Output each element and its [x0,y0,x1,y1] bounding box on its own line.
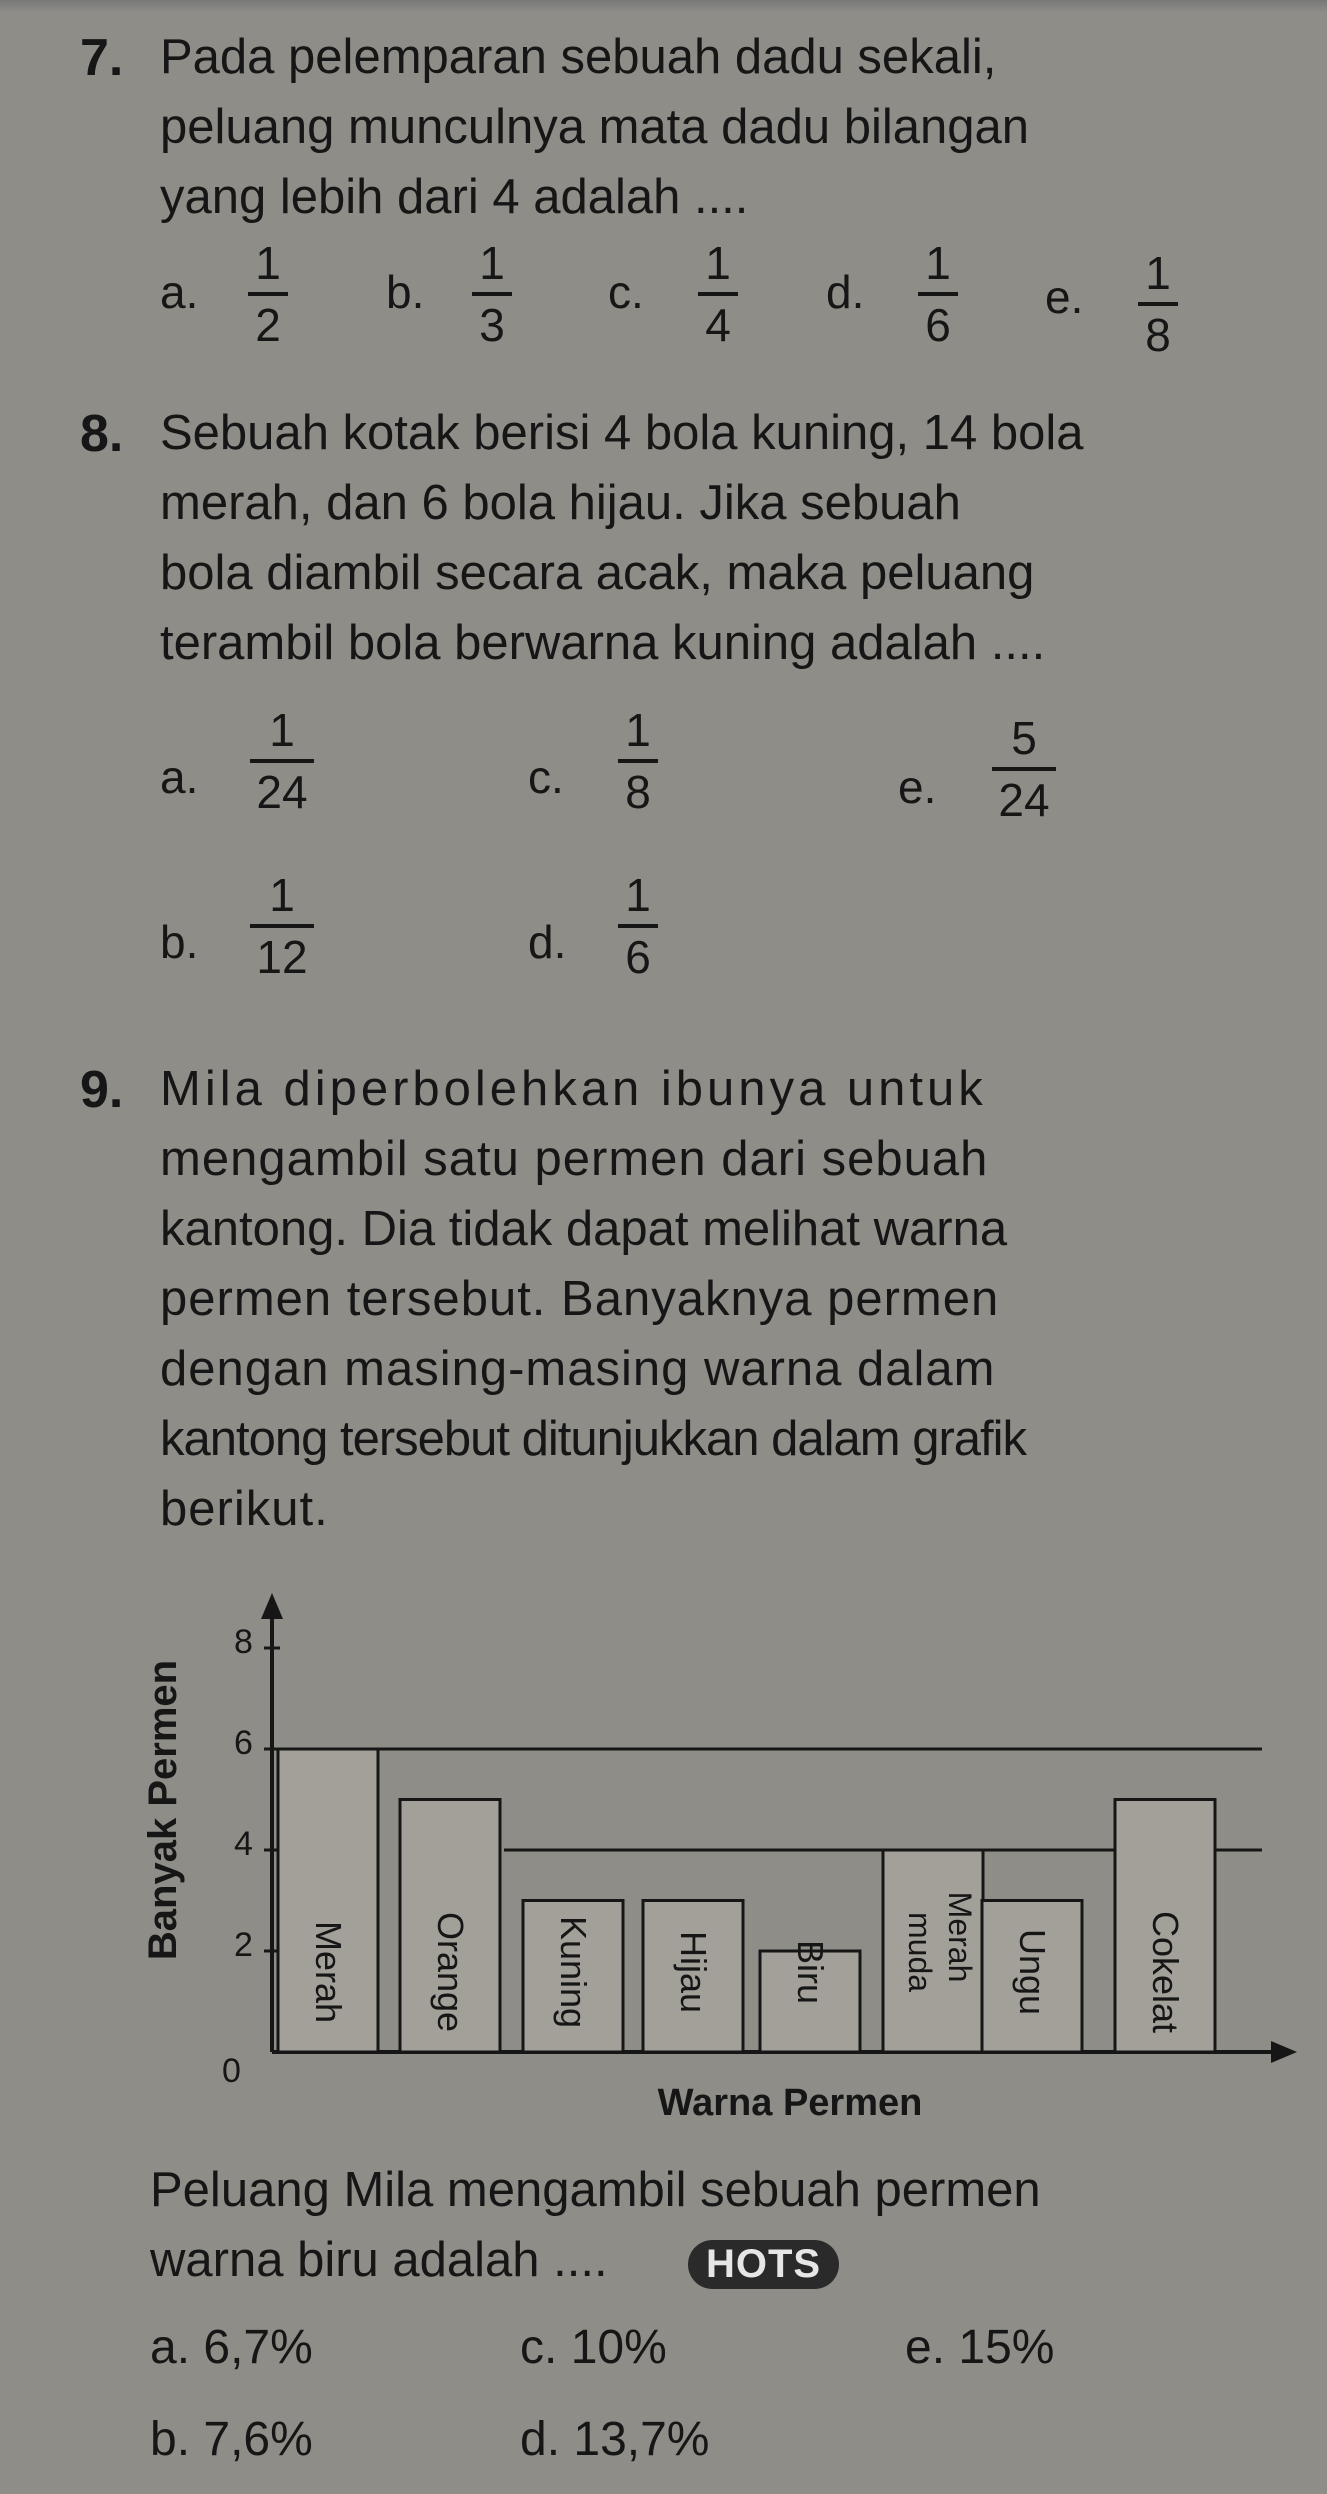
q7-a-num: 1 [255,237,281,289]
q8-option-e-letter: e. [898,761,937,813]
q9-option-c-text: 10% [570,2321,667,2374]
hots-badge: HOTS [688,2240,839,2289]
y-tick-label: 2 [234,1926,253,1964]
q7-option-d-letter: d. [826,266,865,318]
q8-option-b-letter: b. [160,916,199,968]
q7-option-b-letter: b. [386,266,425,318]
q8-line-3: bola diambil secara acak, maka peluang [160,546,1035,600]
x-axis-title: Warna Permen [657,2082,923,2124]
q9-option-b-text: 7,6% [203,2413,313,2466]
q9-line-5: dengan masing-masing warna dalam [160,1342,996,1396]
bar-label: Merah [942,1891,978,1983]
y-axis-title: Banyak Permen [141,1659,185,1961]
q9-number: 9. [80,1061,124,1119]
q8-d-num: 1 [625,869,651,921]
q9-option-c-letter: c. [520,2321,558,2374]
q9-line-4: permen tersebut. Banyaknya permen [160,1272,1000,1326]
q8-option-c-letter: c. [528,751,564,803]
q7-b-num: 1 [479,237,505,289]
q7-option-c-letter: c. [608,266,644,318]
q9-line-7: berikut. [160,1482,329,1536]
q7-line-2: peluang munculnya mata dadu bilangan [160,100,1030,154]
q9-option-e-text: 15% [958,2321,1055,2374]
bar-label: Merah [308,1920,349,2024]
q9-question-line-2: warna biru adalah .... [150,2233,608,2287]
q8-d-den: 6 [625,931,651,983]
q8-line-2: merah, dan 6 bola hijau. Jika sebuah [160,476,961,530]
q9-option-d-text: 13,7% [573,2413,710,2466]
x-axis-arrow [1271,2041,1297,2063]
q9-option-b-letter: b. [150,2413,191,2466]
q7-e-den: 8 [1145,309,1171,361]
q9-question-line-1: Peluang Mila mengambil sebuah permen [150,2163,1041,2217]
q9-option-d-letter: d. [520,2413,561,2466]
bar-label: Orange [430,1911,471,2033]
bar-label: Kuning [553,1915,594,2029]
y-tick-label: 6 [234,1724,253,1762]
q7-e-num: 1 [1145,247,1171,299]
q7-c-den: 4 [705,299,731,351]
q9-line-3: kantong. Dia tidak dapat melihat warna [160,1202,1008,1256]
q8-number: 8. [80,405,124,463]
q7-line-1: Pada pelemparan sebuah dadu sekali, [160,30,997,84]
q9-option-e-letter: e. [905,2321,946,2374]
y-tick-label: 0 [222,2052,241,2090]
q8-a-den: 24 [256,766,308,818]
q9-option-e [905,2320,1054,2375]
y-tick-label: 4 [234,1825,253,1863]
q9-option-b [150,2412,313,2467]
bar-label: Ungu [1012,1928,1053,2016]
q7-d-num: 1 [925,237,951,289]
q8-line-1: Sebuah kotak berisi 4 bola kuning, 14 bola [160,406,1084,460]
q9-line-6: kantong tersebut ditunjukkan dalam grafik [160,1412,1027,1466]
q7-number: 7. [80,29,124,87]
q9-option-a-letter: a. [150,2321,191,2374]
q7-line-3: yang lebih dari 4 adalah .... [160,170,749,224]
bar-label: Biru [790,1939,831,2005]
q8-b-den: 12 [256,931,308,983]
q8-a-num: 1 [269,704,295,756]
q9-line-2: mengambil satu permen dari sebuah [160,1132,989,1186]
q8-option-a-letter: a. [160,751,199,803]
q8-line-4: terambil bola berwarna kuning adalah .... [160,616,1046,670]
q9-option-a-text: 6,7% [203,2321,313,2374]
q9-option-c [520,2320,667,2375]
bar-label: muda [902,1911,938,1993]
y-axis-arrow [261,1593,283,1619]
q9-line-1: Mila diperbolehkan ibunya untuk [160,1062,987,1116]
q7-a-den: 2 [255,299,281,351]
bar-label: Hijau [673,1930,714,2014]
q8-b-num: 1 [269,869,295,921]
q8-e-den: 24 [998,774,1050,826]
bar-label: Cokelat [1145,1910,1186,2034]
q7-option-a-letter: a. [160,266,199,318]
y-tick-label: 8 [234,1623,253,1661]
q7-b-den: 3 [479,299,505,351]
q9-option-a [150,2320,313,2375]
q8-c-num: 1 [625,704,651,756]
q7-option-e-letter: e. [1045,271,1084,323]
q9-option-d [520,2412,709,2467]
q8-c-den: 8 [625,766,651,818]
q7-d-den: 6 [925,299,951,351]
q8-option-d-letter: d. [528,916,567,968]
q7-c-num: 1 [705,237,731,289]
q8-e-num: 5 [1011,712,1037,764]
